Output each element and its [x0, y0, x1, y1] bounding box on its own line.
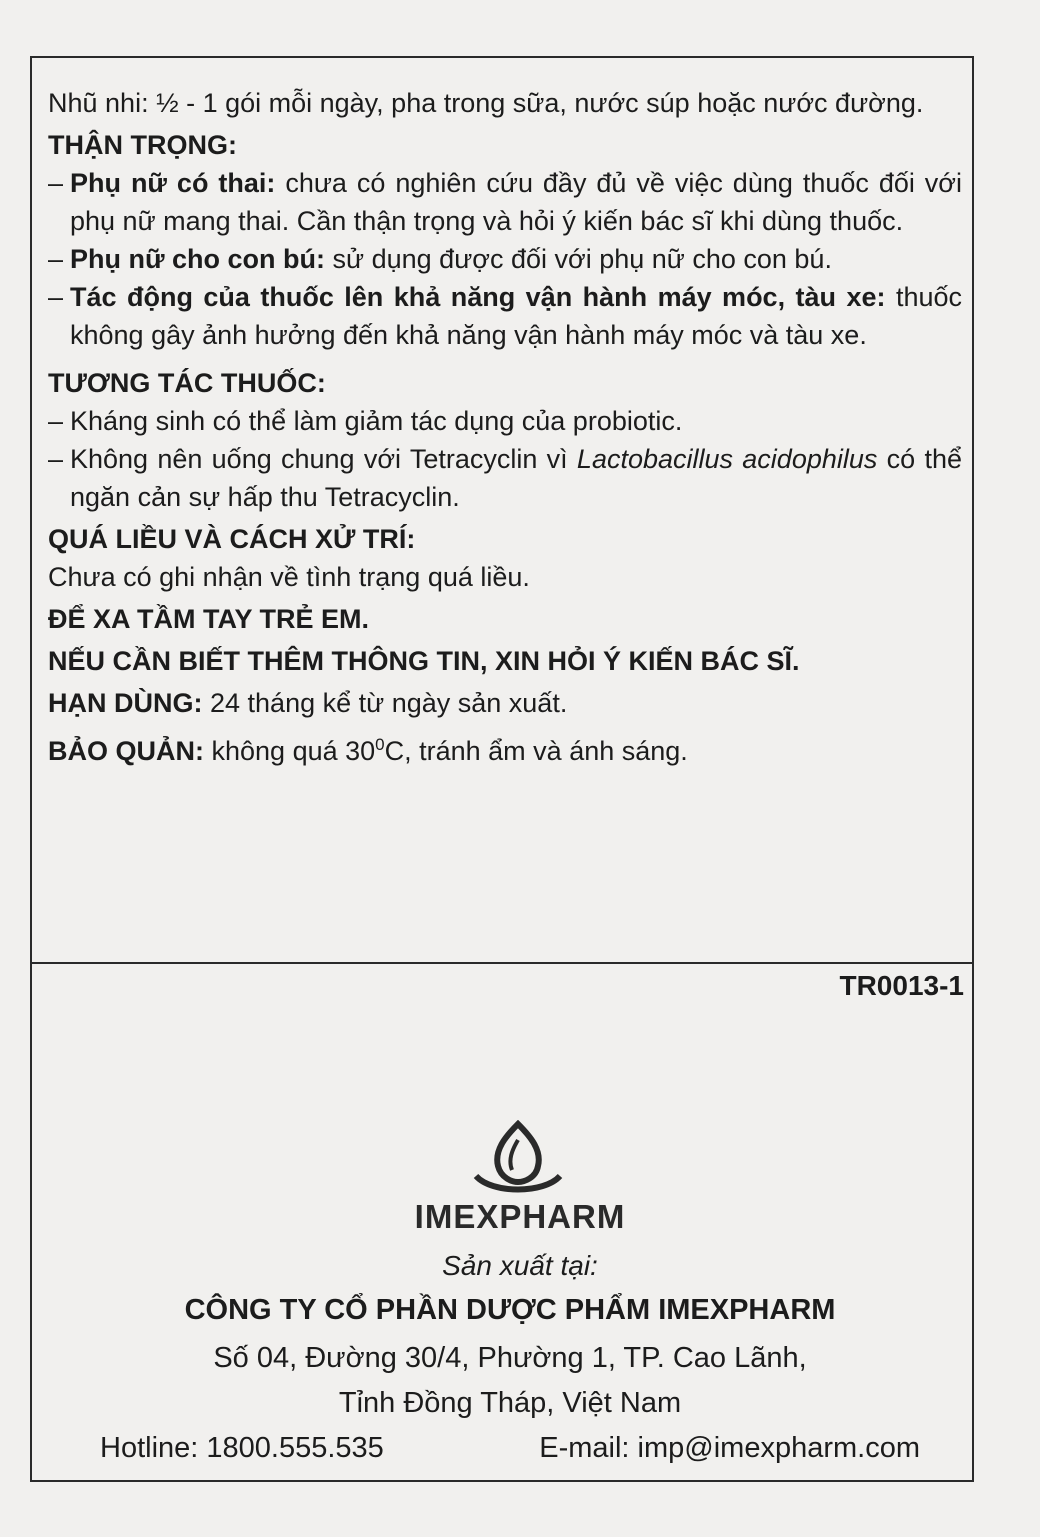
precaution-text: thuốc không gây ảnh hưởng đến khả năng vận hành máy móc và tàu xe. [70, 282, 962, 350]
contact-row [100, 1432, 920, 1465]
document-code: TR0013-1 [839, 970, 964, 1001]
brand-name: IMEXPHARM [414, 1198, 626, 1235]
company-name: CÔNG TY CỔ PHẦN DƯỢC PHẨM IMEXPHARM [184, 1294, 836, 1326]
imexpharm-logo-icon [472, 1120, 564, 1200]
storage [48, 726, 962, 770]
hotline: Hotline: 1800.555.535 [100, 1432, 384, 1464]
degree-superscript: 0 [375, 735, 385, 754]
precaution-pregnant [48, 164, 962, 240]
email: E-mail: imp@imexpharm.com [539, 1432, 920, 1464]
storage-text: C, tránh ẩm và ánh sáng. [384, 736, 688, 766]
overdose-heading: QUÁ LIỀU VÀ CÁCH XỬ TRÍ: [48, 524, 416, 554]
overdose-text: Chưa có ghi nhận về tình trạng quá liều. [48, 562, 530, 592]
precaution-label: Phụ nữ cho con bú: [70, 244, 326, 274]
precaution-label: Phụ nữ có thai: [70, 168, 276, 198]
bacteria-name: Lactobacillus acidophilus [576, 444, 878, 474]
made-at-label: Sản xuất tại: [442, 1250, 598, 1281]
leaflet-content [48, 84, 962, 770]
storage-text: không quá 30 [204, 736, 376, 766]
children-warning: ĐỂ XA TẦM TAY TRẺ EM. [48, 604, 370, 634]
interaction-item [48, 440, 962, 516]
precaution-text: sử dụng được đối với phụ nữ cho con bú. [325, 244, 832, 274]
interaction-item: – Kháng sinh có thể làm giảm tác dụng của probiotic. [48, 402, 962, 440]
interactions-heading: TƯƠNG TÁC THUỐC: [48, 368, 326, 398]
address-line-1: Số 04, Đường 30/4, Phường 1, TP. Cao Lãnh, [213, 1342, 807, 1374]
storage-label: BẢO QUẢN: [48, 736, 204, 766]
precaution-breastfeeding [48, 240, 962, 278]
doctor-warning: NẾU CẦN BIẾT THÊM THÔNG TIN, XIN HỎI Ý KIẾN BÁC SĨ. [48, 646, 800, 676]
expiry [48, 684, 962, 722]
expiry-label: HẠN DÙNG: [48, 688, 203, 718]
interaction-text: Không nên uống chung với Tetracyclin vì [70, 444, 577, 474]
interaction-text: có thể ngăn cản sự hấp thu Tetracyclin. [70, 444, 962, 512]
address-line-2: Tỉnh Đồng Tháp, Việt Nam [338, 1387, 682, 1419]
section-divider [30, 962, 974, 964]
precautions-heading: THẬN TRỌNG: [48, 130, 237, 160]
precaution-text: chưa có nghiên cứu đầy đủ về việc dùng thuốc đối với phụ nữ mang thai. Cần thận trọng và hỏi ý kiến bác sĩ khi dùng thuốc. [70, 168, 962, 236]
expiry-text: 24 tháng kể từ ngày sản xuất. [202, 688, 568, 718]
precaution-label: Tác động của thuốc lên khả năng vận hành máy móc, tàu xe: [70, 282, 886, 312]
precaution-machinery [48, 278, 962, 354]
infant-dosage: Nhũ nhi: ½ - 1 gói mỗi ngày, pha trong sữa, nước súp hoặc nước đường. [48, 88, 924, 118]
